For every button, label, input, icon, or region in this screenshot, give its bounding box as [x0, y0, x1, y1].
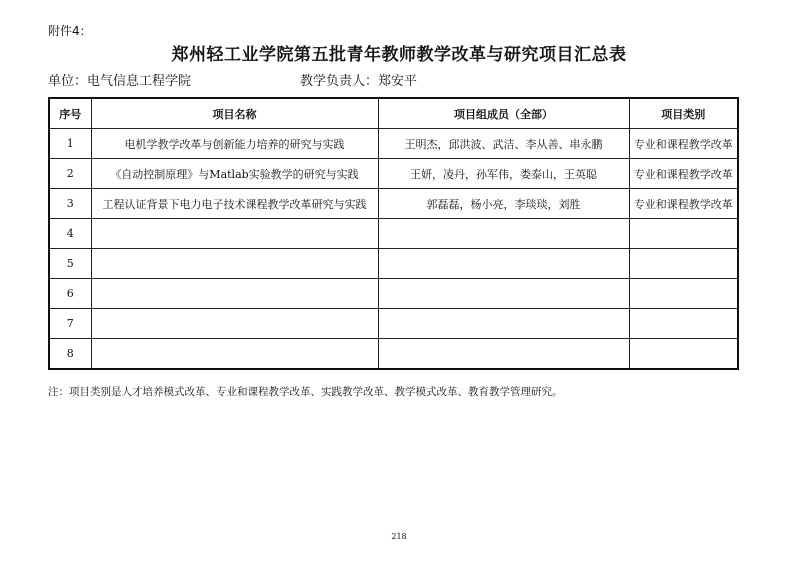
attachment-label: 附件4： — [48, 24, 92, 38]
row-index: 8 — [49, 339, 91, 370]
row-index: 3 — [49, 189, 91, 219]
category-cell: 专业和课程教学改革 — [629, 189, 738, 219]
category-cell — [629, 219, 738, 249]
project-name-cell: 工程认证背景下电力电子技术课程教学改革研究与实践 — [91, 189, 378, 219]
table-header-row — [49, 98, 738, 129]
row-index: 6 — [49, 279, 91, 309]
table-row — [49, 309, 738, 339]
footnote: 注：项目类别是人才培养模式改革、专业和课程教学改革、实践教学改革、教学模式改革、教育教学管理研究。 — [48, 386, 563, 398]
row-index: 1 — [49, 129, 91, 159]
members-cell — [378, 219, 629, 249]
table-row — [49, 219, 738, 249]
project-name-cell: 电机学教学改革与创新能力培养的研究与实践 — [91, 129, 378, 159]
row-index: 2 — [49, 159, 91, 189]
page-title: 郑州轻工业学院第五批青年教师教学改革与研究项目汇总表 — [171, 45, 627, 65]
category-cell — [629, 309, 738, 339]
project-summary-table — [48, 97, 739, 370]
table-row — [49, 279, 738, 309]
header-category: 项目类别 — [629, 98, 738, 129]
table-row — [49, 129, 738, 159]
members-cell — [378, 279, 629, 309]
table-row — [49, 189, 738, 219]
table-row — [49, 249, 738, 279]
project-name-cell — [91, 339, 378, 370]
category-cell — [629, 249, 738, 279]
row-index: 4 — [49, 219, 91, 249]
project-name-cell — [91, 279, 378, 309]
teaching-lead-label: 教学负责人：郑安平 — [300, 74, 418, 89]
members-cell — [378, 249, 629, 279]
header-index: 序号 — [49, 98, 91, 129]
row-index: 5 — [49, 249, 91, 279]
header-project-name: 项目名称 — [91, 98, 378, 129]
members-cell — [378, 339, 629, 370]
category-cell — [629, 279, 738, 309]
category-cell: 专业和课程教学改革 — [629, 129, 738, 159]
unit-label: 单位：电气信息工程学院 — [48, 74, 192, 89]
members-cell — [378, 309, 629, 339]
category-cell: 专业和课程教学改革 — [629, 159, 738, 189]
members-cell: 王明杰，邱洪波、武洁、李从善、串永鹏 — [378, 129, 629, 159]
project-name-cell — [91, 219, 378, 249]
category-cell — [629, 339, 738, 370]
project-name-cell: 《自动控制原理》与Matlab实验教学的研究与实践 — [91, 159, 378, 189]
table-row — [49, 339, 738, 370]
project-name-cell — [91, 309, 378, 339]
members-cell: 郭磊磊，杨小亮，李琰琰，刘胜 — [378, 189, 629, 219]
header-members: 项目组成员（全部） — [378, 98, 629, 129]
row-index: 7 — [49, 309, 91, 339]
members-cell: 王妍，凌丹，孙军伟，娄泰山，王英聪 — [378, 159, 629, 189]
page-number: 218 — [391, 532, 407, 541]
project-name-cell — [91, 249, 378, 279]
table-row — [49, 159, 738, 189]
